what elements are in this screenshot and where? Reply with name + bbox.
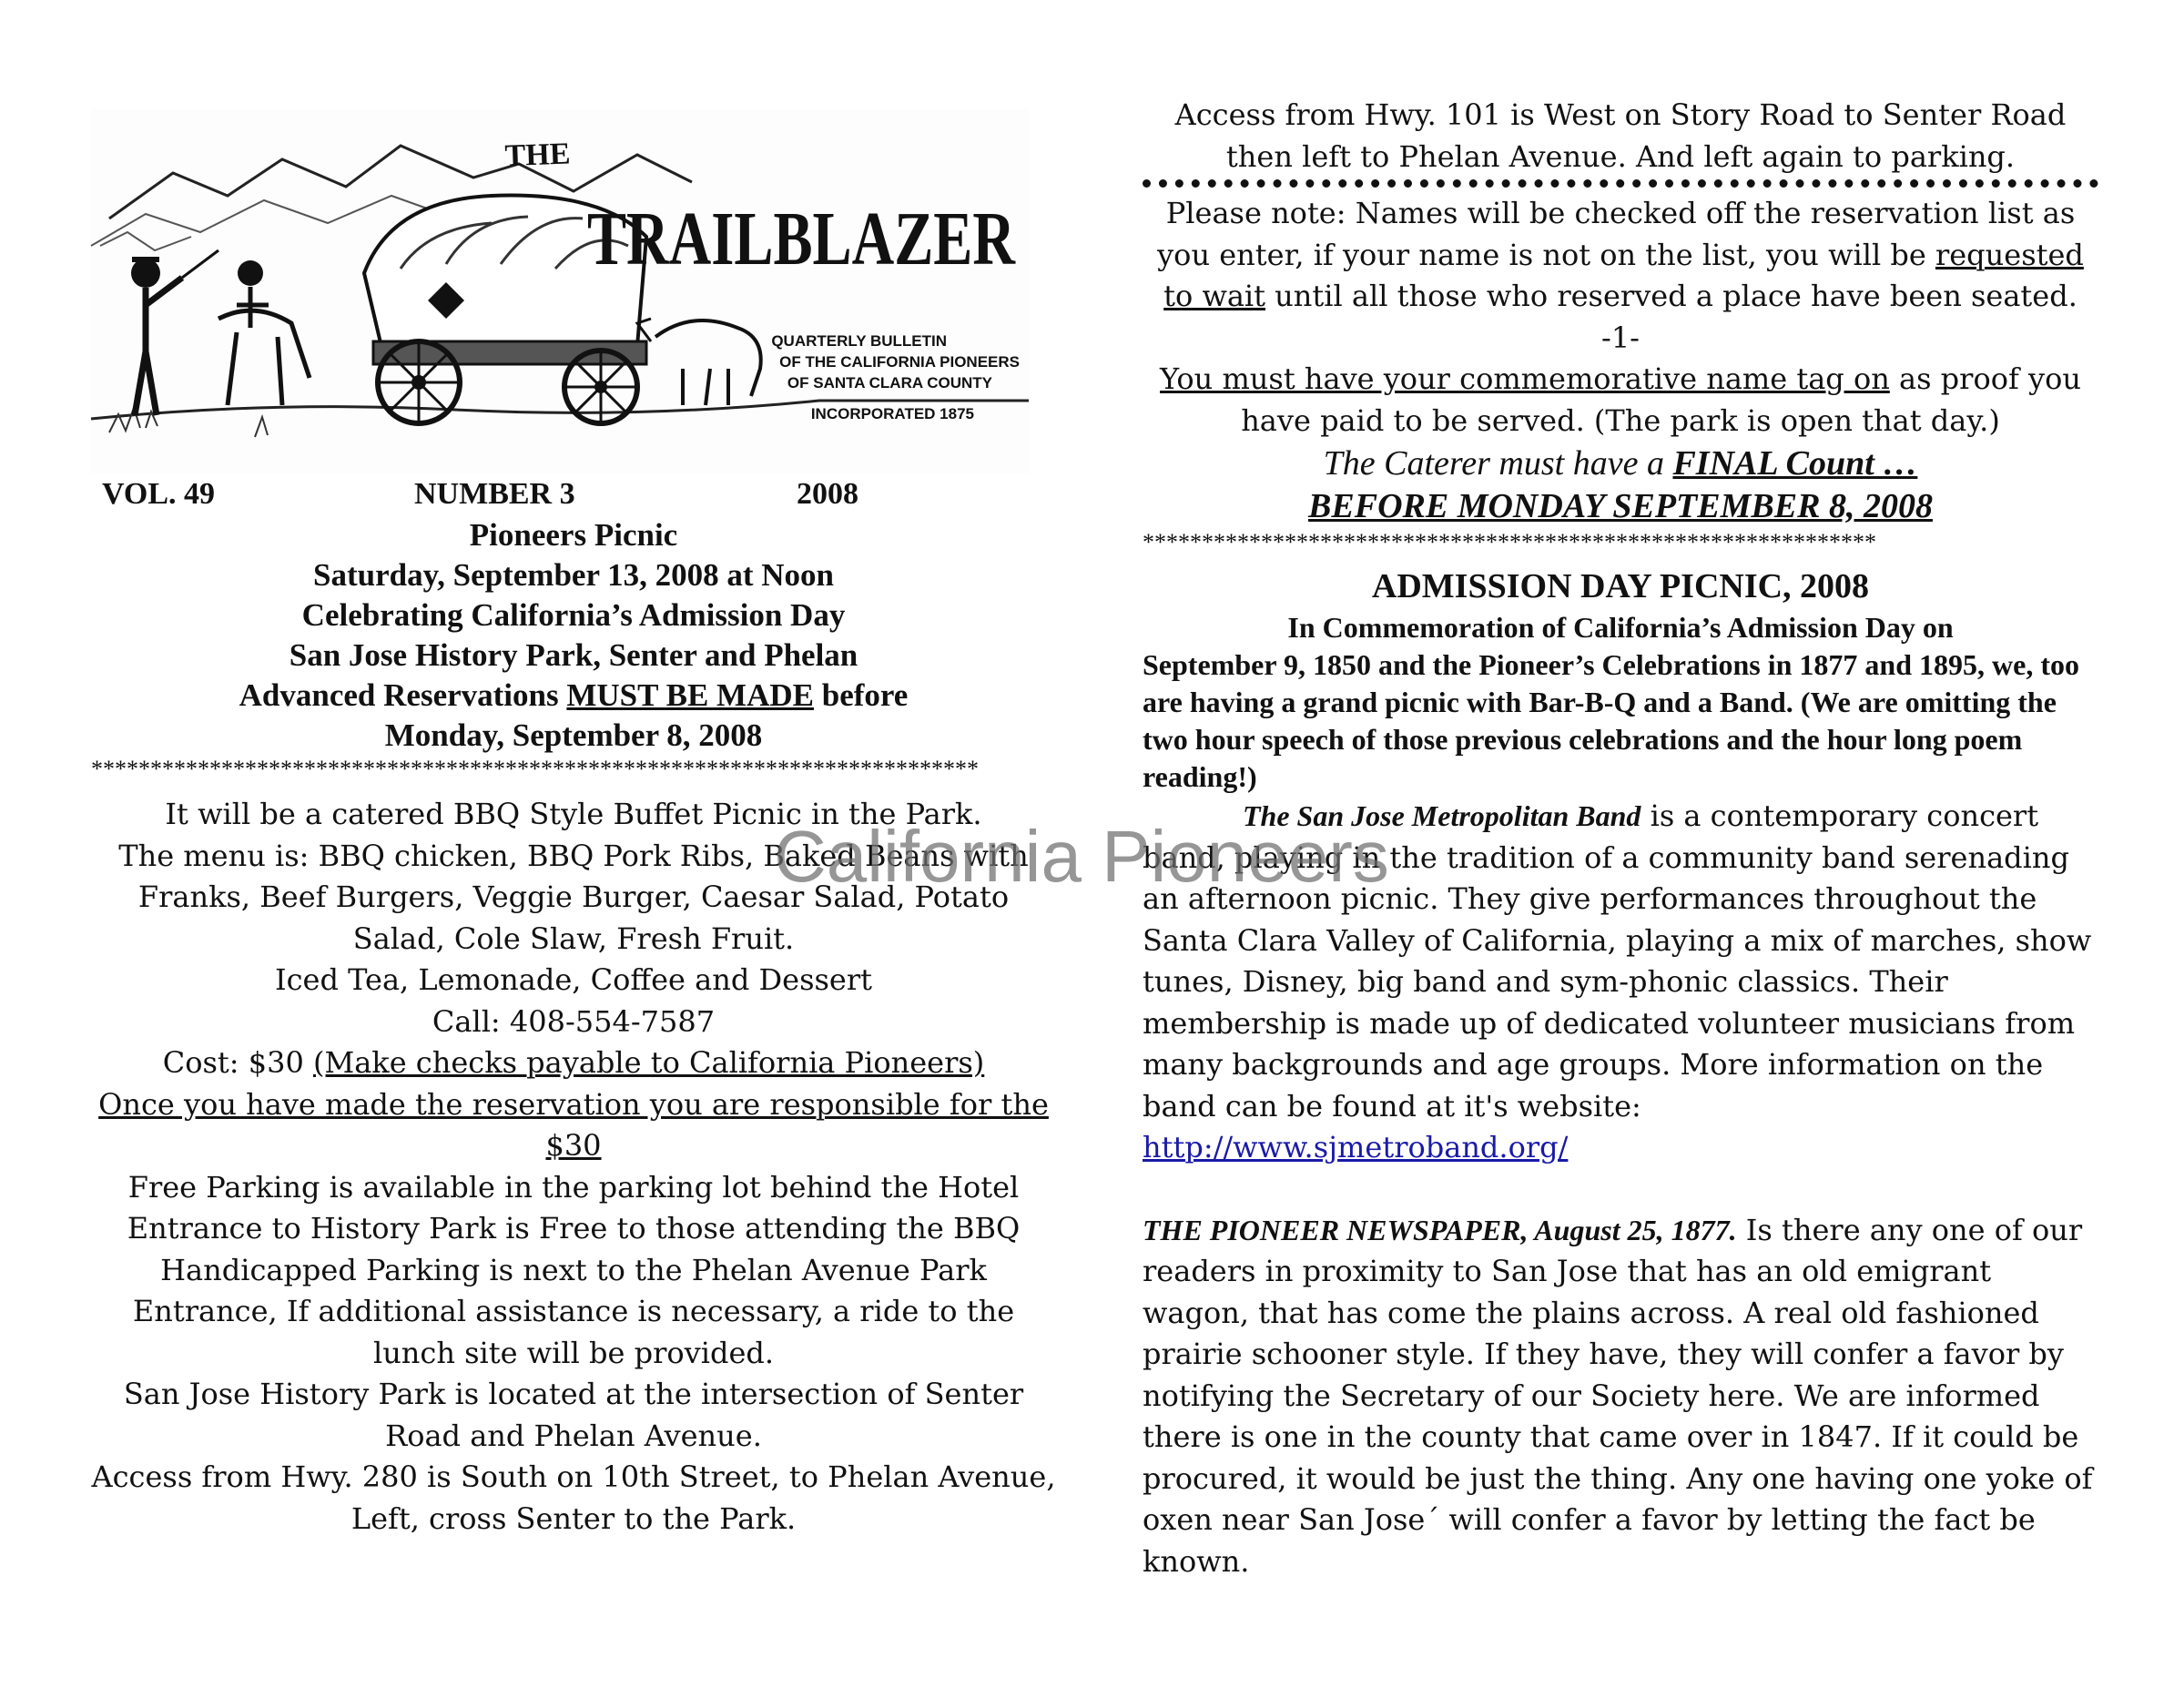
commemoration-paragraph: September 9, 1850 and the Pioneer’s Celebrations in 1877 and 1895, we, too are having a grand picnic with Bar-B-Q and a Band. (We are omitting the two hour speech of those previous celebrations and the hour long poem reading!) xyxy=(1143,648,2079,793)
access-101-paragraph: Access from Hwy. 101 is West on Story Road to Senter Road then left to Phelan Avenue. And left again to parking. xyxy=(1174,97,2067,174)
name-tag-text: You must have your commemorative name tag on xyxy=(1160,361,1890,396)
picnic-celebrating: Celebrating California’s Admission Day xyxy=(301,597,846,633)
issue-vol: VOL. 49 xyxy=(102,477,215,511)
band-link-line xyxy=(1143,1127,2098,1169)
masthead-sub2: OF THE CALIFORNIA PIONEERS xyxy=(779,353,1020,371)
masthead xyxy=(91,109,1029,473)
masthead-the: THE xyxy=(503,137,572,173)
must-be-made: MUST BE MADE xyxy=(566,677,814,713)
picnic-deadline: Monday, September 8, 2008 xyxy=(384,717,763,753)
reservations-text: Advanced Reservations xyxy=(239,677,567,713)
cost-text: Cost: $30 xyxy=(162,1045,313,1080)
seated-text: until all those who reserved a place have been seated. xyxy=(1265,279,2077,313)
responsible-line: Once you have made the reservation you are responsible for the $30 xyxy=(98,1086,1049,1163)
masthead-sub1: QUARTERLY BULLETIN xyxy=(771,332,947,350)
page-number: -1- xyxy=(1601,320,1640,355)
access-280-paragraph: Access from Hwy. 280 is South on 10th Street, to Phelan Avenue, Left, cross Senter to the Park. xyxy=(91,1459,1056,1536)
issue-year: 2008 xyxy=(797,477,858,511)
separator-stars-right: ************************************************************** xyxy=(1143,529,1876,555)
covered-wagon-illustration xyxy=(91,109,1029,473)
picnic-heading xyxy=(91,515,1056,756)
pioneer-newspaper-paragraph xyxy=(1143,1210,2098,1583)
entrance-line: Entrance to History Park is Free to those attending the BBQ xyxy=(127,1211,1021,1246)
masthead-sub4: INCORPORATED 1875 xyxy=(810,405,974,422)
picnic-date: Saturday, September 13, 2008 at Noon xyxy=(312,557,834,593)
picnic-location: San Jose History Park, Senter and Phelan xyxy=(289,637,858,673)
newspaper-text: Is there any one of our readers in proximity to San Jose that has an old emigrant wagon, that has come the plains across. A real old fashioned prairie schooner style. If they have, they will confer a favor by notifying the Secretary of our Society here. We are informed there is one in the county that came over in 1847. If it could be procured, it would be just the thing. Any one having one yoke of oxen near San Jose´ will confer a favor by letting the fact be known. xyxy=(1143,1212,2093,1579)
admission-heading: ADMISSION DAY PICNIC, 2008 xyxy=(1371,567,1870,605)
please-note-paragraph xyxy=(1143,193,2098,318)
drinks-line: Iced Tea, Lemonade, Coffee and Dessert xyxy=(274,962,873,997)
cost-line xyxy=(91,1042,1056,1084)
catered-line: It will be a catered BBQ Style Buffet Picnic in the Park. xyxy=(165,797,982,831)
picnic-reservations xyxy=(91,676,1056,716)
please-note-text: Please note: Names will be checked off the reservation list as you enter, if your name is not on the list, you will be xyxy=(1157,196,2076,272)
newspaper-title: THE PIONEER NEWSPAPER, August 25, 1877. xyxy=(1143,1213,1737,1246)
before-monday-line: BEFORE MONDAY SEPTEMBER 8, 2008 xyxy=(1308,487,1933,525)
proof-text: as proof you have paid to be served. (The park is open that day.) xyxy=(1241,361,2081,438)
separator-stars: *************************************************************************** xyxy=(91,756,979,782)
masthead-title: TRAILBLAZER xyxy=(587,197,1017,281)
band-website-link[interactable]: http://www.sjmetroband.org/ xyxy=(1143,1130,1569,1164)
watermark: California Pioneers xyxy=(774,816,1389,897)
left-body xyxy=(91,794,1056,1540)
issue-number: NUMBER 3 xyxy=(414,477,575,511)
commemoration-line: In Commemoration of California’s Admission Day on xyxy=(1287,611,1954,644)
requested-to-wait: requested to wait xyxy=(1163,237,2084,313)
band-name: The San Jose Metropolitan Band xyxy=(1243,799,1641,832)
location-paragraph: San Jose History Park is located at the intersection of Senter Road and Phelan Avenue. xyxy=(123,1377,1024,1453)
band-text: is a contemporary concert band, playing in the tradition of a community band serenading an afternoon picnic. They give performances throughout the Santa Clara Valley of California, playing a mix of marches, show tunes, Disney, big band and sym-phonic classics. Their membership is made up of dedicated volunteer musicians from many backgrounds and age groups. More information on the band can be found at it's website: xyxy=(1143,798,2092,1124)
checks-payable: (Make checks payable to California Pioneers) xyxy=(312,1045,985,1080)
dotted-divider xyxy=(1143,179,2098,188)
caterer-text: The Caterer must have a xyxy=(1323,444,1673,483)
picnic-title: Pioneers Picnic xyxy=(469,517,678,553)
menu-paragraph: The menu is: BBQ chicken, BBQ Pork Ribs, Baked Beans with Franks, Beef Burgers, Veggie Burger, Caesar Salad, Potato Salad, Cole Slaw, Fresh Fruit. xyxy=(118,838,1029,956)
handicapped-paragraph: Handicapped Parking is next to the Phelan Avenue Park Entrance, If additional assistance is necessary, a ride to the lunch site will be provided. xyxy=(132,1252,1015,1370)
call-line: Call: 408-554-7587 xyxy=(432,1003,716,1039)
final-count: FINAL Count … xyxy=(1672,444,1918,483)
masthead-sub3: OF SANTA CLARA COUNTY xyxy=(787,374,992,391)
issue-line xyxy=(91,473,1056,515)
before-text: before xyxy=(813,677,909,713)
parking-line: Free Parking is available in the parking lot behind the Hotel xyxy=(127,1169,1020,1205)
name-tag-paragraph xyxy=(1143,359,2098,442)
caterer-line xyxy=(1143,442,2098,485)
